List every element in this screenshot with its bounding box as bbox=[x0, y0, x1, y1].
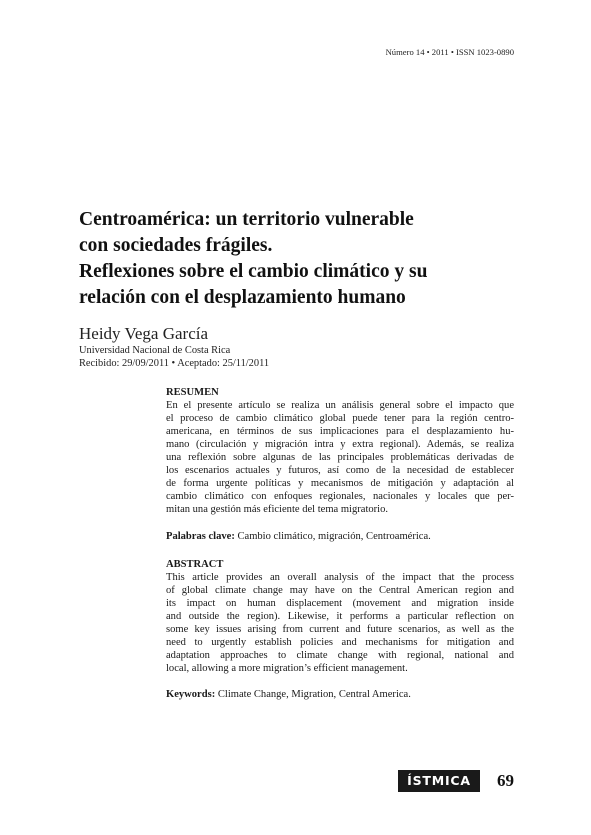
author-affiliation: Universidad Nacional de Costa Rica bbox=[79, 345, 231, 356]
abstract-keywords bbox=[166, 688, 514, 701]
journal-logo: ÍSTMICA bbox=[398, 770, 480, 792]
abstract-body bbox=[166, 571, 514, 675]
abstract-line: its impact on human displacement (movement and migration inside bbox=[166, 597, 514, 609]
resumen-line: En el presente artículo se realiza un análisis general sobre el impacto que bbox=[166, 400, 514, 412]
resumen-line: de forma urgente políticas y mecanismos de mitigación y adaptación al bbox=[166, 478, 514, 490]
resumen-keywords bbox=[166, 530, 514, 543]
abstract-line: local, allowing a more migration’s efficient management. bbox=[166, 662, 408, 674]
page-number: 69 bbox=[497, 771, 514, 790]
keywords-text: Climate Change, Migration, Central America. bbox=[215, 688, 411, 700]
submission-dates: Recibido: 29/09/2011 • Aceptado: 25/11/2011 bbox=[79, 358, 270, 369]
title-line: con sociedades frágiles. bbox=[79, 235, 273, 256]
abstract-line: of global climate change may have on the Central American region and bbox=[166, 584, 514, 596]
resumen-line: el proceso de cambio climático global puede tener para la región centro- bbox=[166, 413, 514, 425]
title-line: relación con el desplazamiento humano bbox=[79, 287, 406, 308]
resumen-heading: RESUMEN bbox=[166, 387, 219, 398]
abstract-line: need to urgently establish policies and mechanisms for mitigation and bbox=[166, 636, 514, 648]
abstract-heading: ABSTRACT bbox=[166, 558, 224, 570]
resumen-line: mitan una gestión más eficiente del tema migratorio. bbox=[166, 504, 388, 516]
resumen-line: cambio climático con enfoques regionales, nacionales y locales que per- bbox=[166, 491, 514, 503]
resumen-line: los escenarios actuales y futuros, así como de la necesidad de establecer bbox=[166, 465, 514, 477]
resumen-body bbox=[166, 399, 514, 516]
title-line: Reflexiones sobre el cambio climático y su bbox=[79, 261, 428, 282]
author-name: Heidy Vega García bbox=[79, 324, 209, 343]
abstract-line: This article provides an overall analysis of the impact that the process bbox=[166, 571, 514, 583]
keywords-text: Cambio climático, migración, Centroamérica. bbox=[234, 531, 431, 543]
title-line: Centroamérica: un territorio vulnerable bbox=[79, 209, 414, 230]
issue-info: Número 14 • 2011 • ISSN 1023-0890 bbox=[385, 47, 514, 57]
abstract-section bbox=[166, 386, 514, 701]
keywords-label: Keywords: bbox=[166, 688, 216, 700]
abstract-line: and outside the region). Likewise, it performs a particular reflection on bbox=[166, 610, 514, 622]
abstract-line: some key issues arising from current and future scenarios, as well as the bbox=[166, 623, 514, 635]
abstract-line: adaptation approaches to climate change with regional, national and bbox=[166, 649, 514, 661]
resumen-line: una reflexión sobre algunas de las principales problemáticas derivadas de bbox=[166, 452, 514, 464]
article-title bbox=[79, 207, 519, 311]
page-footer bbox=[398, 770, 514, 792]
keywords-label: Palabras clave: bbox=[166, 531, 235, 543]
resumen-line: mano (circulación y migración intra y extra regional). Además, se realiza bbox=[166, 439, 514, 451]
resumen-line: americana, en términos de sus implicaciones para el desplazamiento hu- bbox=[166, 426, 514, 438]
